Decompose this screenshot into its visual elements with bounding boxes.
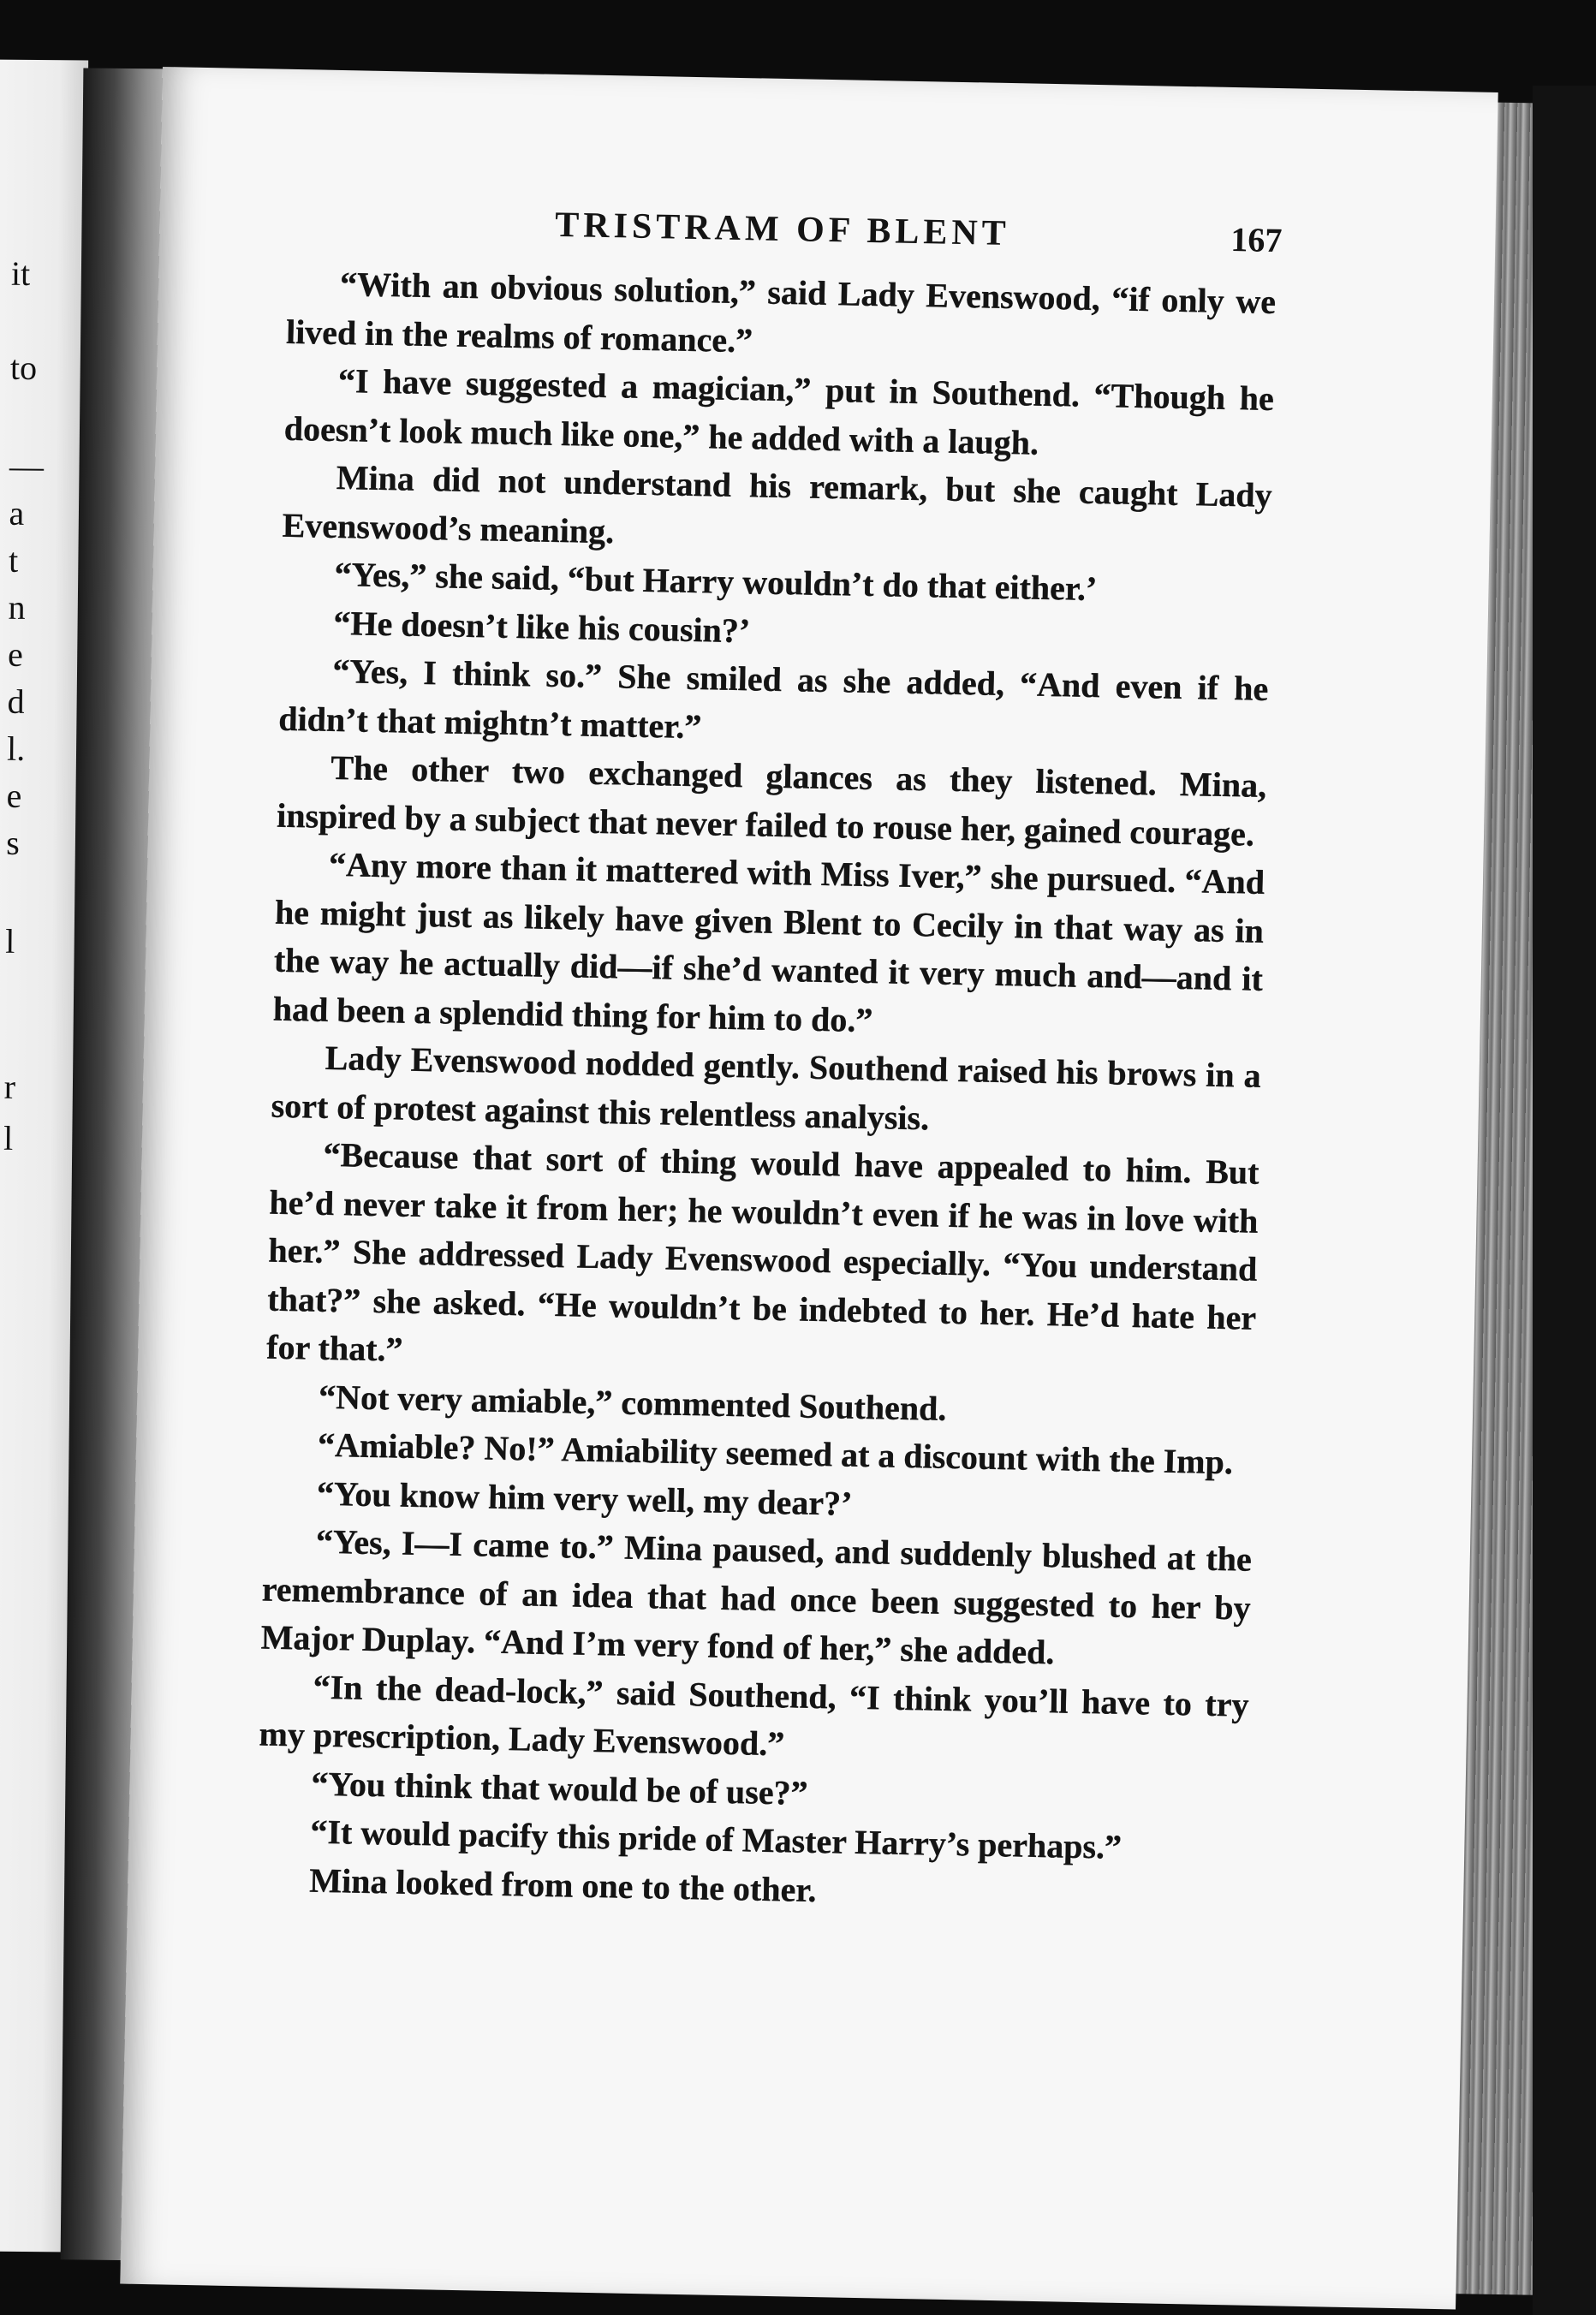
fragment: e	[7, 634, 24, 674]
fragment: l.	[6, 729, 26, 768]
paragraph: The other two exchanged glances as they listened. Mina, inspired by a subject that never failed to rouse her, gained courage.	[276, 747, 1267, 854]
paragraph: Mina looked from one to the other.	[308, 1860, 817, 1909]
paragraph: “Yes, I think so.” She smiled as she added, “And even if he didn’t that mightn’t matter.”	[277, 651, 1269, 746]
paragraph: Lady Evenswood nodded gently. Southend raised his brows in a sort of protest against this relentless analysis.	[271, 1038, 1262, 1137]
fragment: s	[5, 823, 20, 862]
facing-page-text-fragments	[0, 60, 88, 1158]
paragraph: “Any more than it mattered with Miss Iver,” she pursued. “And he might just as likely have given Blent to Cecily in that way as in the way he actually did—if she’d wanted it very much and—and it had been a splendid thing for him to do.”	[272, 844, 1265, 1039]
paragraph: “You know him very well, my dear?’	[316, 1473, 853, 1523]
running-head-title: TRISTRAM OF BLENT	[554, 205, 1011, 254]
paragraph: “Amiable? No!” Amiability seemed at a discount with the Imp.	[317, 1425, 1234, 1482]
book-page	[120, 67, 1498, 2309]
page-number: 167	[1230, 219, 1283, 260]
fragment: t	[8, 540, 19, 580]
fragment: a	[9, 493, 25, 533]
paragraph: Mina did not understand his remark, but she caught Lady Evenswood’s meaning.	[282, 457, 1273, 550]
paragraph: “You think that would be of use?”	[311, 1764, 809, 1812]
fragment: it	[10, 253, 31, 293]
paragraph: “Because that sort of thing would have appealed to him. But he’d never take it from her; he wouldn’t even if he was in love with her.” She addressed Lady Evenswood especially. “You understand that?” she asked. “He wouldn’t be indebted to her. He’d hate her for that.”	[265, 1134, 1260, 1369]
fragment: l	[4, 921, 15, 961]
paragraph: “I have suggested a magician,” put in Southend. “Though he doesn’t look much like one,” he added with a laugh.	[283, 361, 1275, 462]
fragment: e	[6, 776, 22, 815]
body-text	[256, 259, 1277, 1923]
paragraph: “It would pacify this pride of Master Harry’s perhaps.”	[310, 1812, 1123, 1866]
paragraph: “Yes,” she said, “but Harry wouldn’t do that either.’	[334, 554, 1098, 609]
paragraph: “In the dead-lock,” said Southend, “I think you’ll have to try my prescription, Lady Evenswood.”	[259, 1667, 1249, 1764]
fragment: r	[3, 1067, 16, 1106]
paragraph: “Not very amiable,” commented Southend.	[318, 1377, 947, 1428]
fragment: —	[9, 446, 45, 486]
paragraph: “Yes, I—I came to.” Mina paused, and suddenly blushed at the remembrance of an idea that had once been suggested to her by Major Duplay. “And I’m very fond of her,” she added.	[260, 1521, 1253, 1672]
paragraph: “With an obvious solution,” said Lady Evenswood, “if only we lived in the realms of romance.”	[285, 265, 1277, 360]
page-content	[256, 199, 1283, 1923]
paragraph: “He doesn’t like his cousin?’	[333, 603, 751, 650]
background-edge	[1533, 86, 1596, 2315]
fragment: n	[8, 587, 26, 627]
fragment: l	[3, 1118, 14, 1158]
fragment: to	[9, 348, 38, 388]
fragment: d	[7, 681, 25, 721]
